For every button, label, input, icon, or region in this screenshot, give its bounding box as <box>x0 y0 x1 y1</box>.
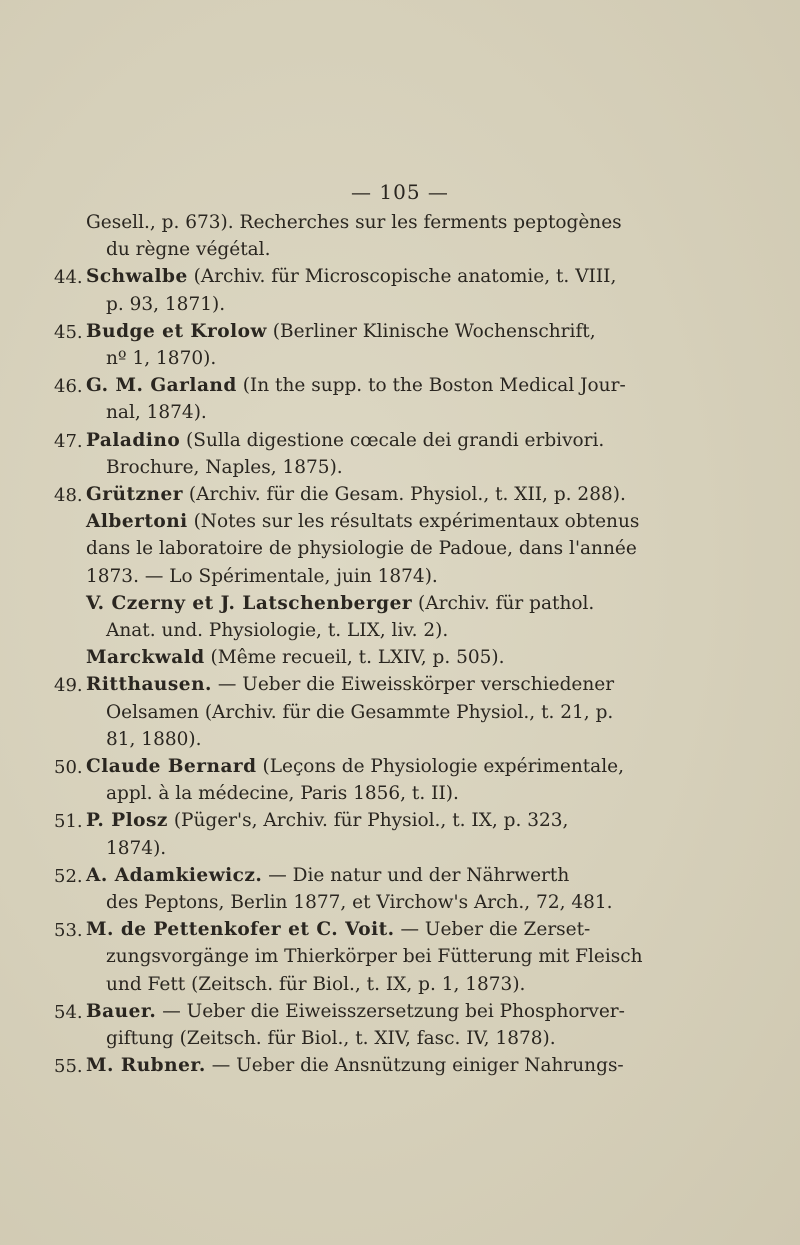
text-line <box>86 919 590 941</box>
author-name: Ritthausen. <box>86 674 212 696</box>
citation-text: appl. à la médecine, Paris 1856, t. II). <box>106 783 459 805</box>
citation-text: — Die natur und der Nährwerth <box>262 864 570 886</box>
citation-text: und Fett (Zeitsch. für Biol., t. IX, p. 1, 1873). <box>106 973 526 995</box>
text-line <box>86 430 604 452</box>
citation-text: (Berliner Klinische Wochenschrift, <box>266 320 596 342</box>
citation-text: — Ueber die Eiweisszersetzung bei Phosphorver- <box>156 1000 625 1022</box>
author-name: Schwalbe <box>86 266 188 288</box>
author-name: Grützner <box>86 484 184 505</box>
citation-text: p. 93, 1871). <box>106 293 226 315</box>
page-number: — 105 — <box>351 180 449 204</box>
entry-number: 48. <box>54 485 83 506</box>
citation-text: des Peptons, Berlin 1877, et Virchow's Arch., 72, 481. <box>106 892 613 913</box>
citation-text: (Püger's, Archiv. für Physiol., t. IX, p. 323, <box>167 810 569 832</box>
text-line <box>106 348 216 370</box>
citation-text: nº 1, 1870). <box>106 348 217 369</box>
author-name: Bauer. <box>86 1000 157 1022</box>
text-line <box>106 457 343 479</box>
text-line <box>86 1001 625 1023</box>
citation-text: (In the supp. to the Boston Medical Jour- <box>236 375 626 397</box>
text-line <box>106 402 207 424</box>
text-line <box>106 783 459 805</box>
text-line <box>86 511 639 533</box>
entry-number: 50. <box>54 757 83 778</box>
text-line <box>86 1055 624 1077</box>
entry-number: 54. <box>54 1001 83 1023</box>
citation-text: — Ueber die Zerset- <box>394 919 591 941</box>
text-line <box>106 729 201 751</box>
entry-number: 44. <box>54 267 83 289</box>
citation-text: 1874). <box>106 837 167 859</box>
author-name: Marckwald <box>86 647 205 669</box>
text-line <box>106 1028 556 1050</box>
citation-text: Oelsamen (Archiv. für die Gesammte Physiol., t. 21, p. <box>106 701 614 723</box>
text-line <box>86 375 626 397</box>
citation-text: Anat. und. Physiologie, t. LIX, liv. 2). <box>106 620 449 641</box>
text-line <box>106 974 525 996</box>
author-name: M. de Pettenkofer et C. Voit. <box>86 919 395 941</box>
text-line <box>106 838 166 860</box>
citation-text: (Sulla digestione cœcale dei grandi erbivori. <box>180 429 605 451</box>
author-name: P. Plosz <box>86 810 168 832</box>
citation-text: nal, 1874). <box>106 402 207 424</box>
citation-text: (Leçons de Physiologie expérimentale, <box>256 756 624 777</box>
citation-text: (Notes sur les résultats expérimentaux obtenus <box>187 511 640 533</box>
text-line <box>106 946 643 968</box>
entry-number: 51. <box>54 811 83 833</box>
author-name: Budge et Krolow <box>86 320 267 342</box>
text-line <box>106 294 225 316</box>
text-line <box>86 810 568 832</box>
text-line <box>86 674 614 696</box>
citation-text: (Archiv. für Microscopische anatomie, t. VIII, <box>187 266 617 288</box>
author-name: Paladino <box>86 429 181 451</box>
citation-text: — Ueber die Eiweisskörper verschiedener <box>211 674 615 696</box>
entry-number: 55. <box>54 1056 83 1078</box>
author-name: Albertoni <box>86 511 188 533</box>
citation-text: 81, 1880). <box>106 728 202 750</box>
citation-text: dans le laboratoire de physiologie de Padoue, dans l'année <box>86 538 637 560</box>
text-line <box>106 239 270 261</box>
citation-text: zungsvorgänge im Thierkörper bei Fütterung mit Fleisch <box>106 946 643 968</box>
text-line <box>86 538 637 560</box>
citation-text: giftung (Zeitsch. für Biol., t. XIV, fasc. IV, 1878). <box>106 1028 556 1049</box>
author-name: Claude Bernard <box>86 756 257 777</box>
entry-number: 49. <box>54 675 83 697</box>
entry-number: 45. <box>54 321 83 343</box>
text-line <box>86 756 624 778</box>
entry-number: 53. <box>54 920 83 942</box>
citation-text: 1873. — Lo Spérimentale, juin 1874). <box>86 565 438 587</box>
text-line <box>86 566 438 588</box>
citation-text: Brochure, Naples, 1875). <box>106 456 343 478</box>
citation-text: du règne végétal. <box>106 239 271 261</box>
text-line <box>86 865 569 887</box>
author-name: M. Rubner. <box>86 1055 206 1077</box>
author-name: V. Czerny et J. Latschenberger <box>86 592 413 614</box>
citation-text: (Même recueil, t. LXIV, p. 505). <box>204 647 505 669</box>
text-line <box>106 702 613 724</box>
text-line <box>86 321 596 343</box>
citation-text: (Archiv. für pathol. <box>412 592 595 614</box>
author-name: A. Adamkiewicz. <box>86 864 263 886</box>
text-line <box>86 484 626 506</box>
entry-number: 52. <box>54 865 83 887</box>
text-line <box>86 266 616 288</box>
text-line <box>106 620 448 642</box>
entry-number: 47. <box>54 430 83 452</box>
text-line <box>86 212 622 234</box>
author-name: G. M. Garland <box>86 375 237 397</box>
text-line <box>106 892 613 914</box>
text-line <box>86 647 505 669</box>
citation-text: (Archiv. für die Gesam. Physiol., t. XII, p. 288). <box>183 484 626 505</box>
citation-text: — Ueber die Ansnützung einiger Nahrungs- <box>205 1055 624 1077</box>
entry-number: 46. <box>54 376 83 398</box>
citation-text: Gesell., p. 673). Recherches sur les ferments peptogènes <box>86 212 622 233</box>
text-line <box>86 593 594 615</box>
